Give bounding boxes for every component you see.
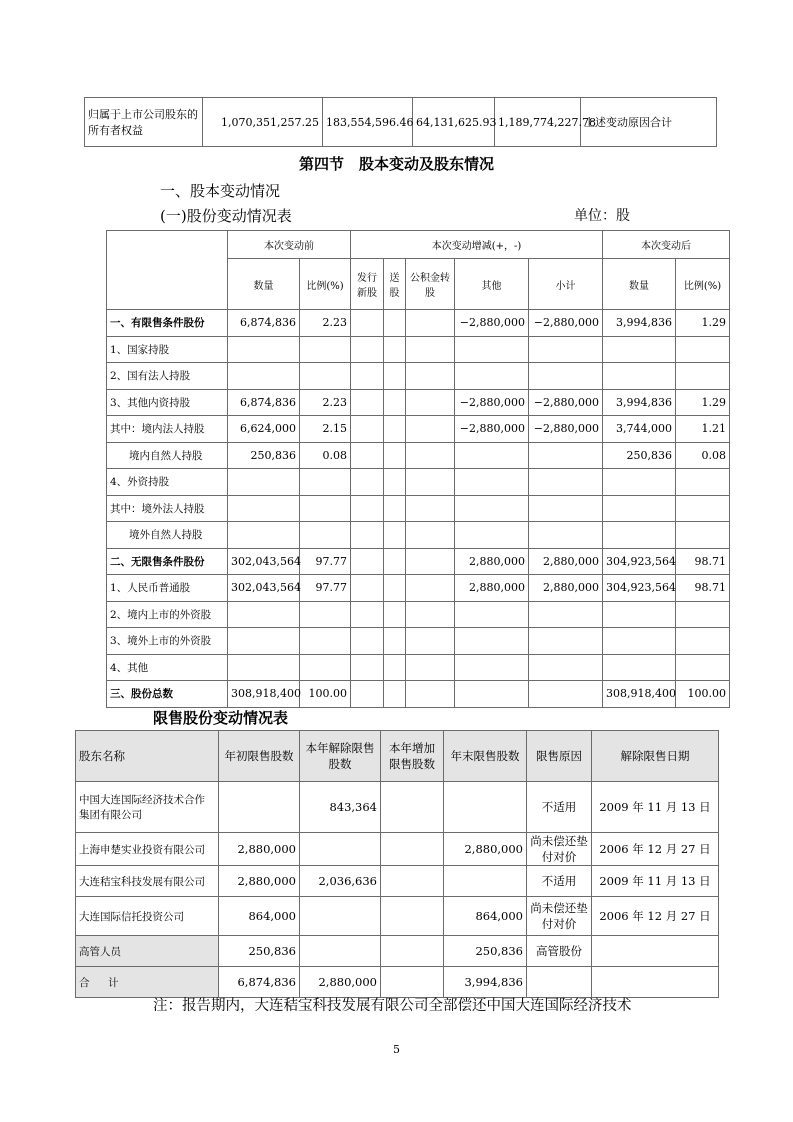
table-cell (455, 681, 529, 708)
table-cell (676, 601, 730, 628)
table-cell (384, 522, 406, 549)
table-cell (300, 628, 351, 655)
table-cell: 尚未偿还垫付对价 (527, 833, 592, 866)
table-row (76, 782, 719, 833)
table-cell (406, 389, 455, 416)
table-cell: 98.71 (676, 575, 730, 602)
table-cell (384, 336, 406, 363)
table-row (107, 310, 730, 337)
table-cell: 0.08 (676, 442, 730, 469)
table-cell: 2,880,000 (529, 548, 603, 575)
table-cell: 3,994,836 (603, 310, 676, 337)
table-cell (603, 628, 676, 655)
table-cell (381, 897, 444, 936)
table-cell (300, 336, 351, 363)
table-row (107, 522, 730, 549)
section-title: 第四节 股本变动及股东情况 (298, 155, 494, 173)
heading-share-change: 一、股本变动情况 (160, 182, 281, 200)
table-cell (406, 310, 455, 337)
column-header: 数量 (228, 259, 300, 310)
table-cell (351, 681, 384, 708)
table-cell (351, 336, 384, 363)
table-cell: −2,880,000 (455, 416, 529, 443)
column-header: 年末限售股数 (444, 731, 527, 782)
equity-value: 183,554,596.46 (323, 98, 413, 147)
table-row (76, 833, 719, 866)
table-row (107, 469, 730, 496)
row-label: 一、有限售条件股份 (107, 310, 228, 337)
table-cell: 250,836 (228, 442, 300, 469)
table-cell (384, 575, 406, 602)
table-cell (228, 628, 300, 655)
row-label: 4、外资持股 (107, 469, 228, 496)
table-cell: 2,036,636 (300, 866, 381, 897)
table-row (107, 548, 730, 575)
table-cell: 2006 年 12 月 27 日 (592, 897, 719, 936)
table-cell (592, 936, 719, 967)
table-cell: 98.71 (676, 548, 730, 575)
equity-table (84, 97, 717, 147)
table-cell (529, 654, 603, 681)
table-cell (351, 310, 384, 337)
table-row (107, 442, 730, 469)
table-cell (529, 363, 603, 390)
table-cell (455, 601, 529, 628)
table-cell (529, 522, 603, 549)
table-cell (455, 336, 529, 363)
table-cell (351, 363, 384, 390)
table-cell: 100.00 (676, 681, 730, 708)
share-change-table (106, 230, 730, 708)
table-cell: 不适用 (527, 866, 592, 897)
table-cell (300, 833, 381, 866)
table-row (107, 416, 730, 443)
table-cell (384, 548, 406, 575)
table-cell: 2.23 (300, 310, 351, 337)
column-header: 其他 (455, 259, 529, 310)
footnote: 注：报告期内，大连秸宝科技发展有限公司全部偿还中国大连国际经济技术 (153, 998, 632, 1014)
table-cell: 97.77 (300, 548, 351, 575)
table-cell (351, 522, 384, 549)
table-cell (406, 548, 455, 575)
table-cell (384, 310, 406, 337)
column-header: 小计 (529, 259, 603, 310)
shareholder-name: 高管人员 (76, 936, 219, 967)
table-cell: 1.29 (676, 389, 730, 416)
table-row (107, 495, 730, 522)
column-header: 本年解除限售股数 (300, 731, 381, 782)
table-cell (351, 601, 384, 628)
table-cell (228, 363, 300, 390)
table-row (76, 866, 719, 897)
equity-label: 归属于上市公司股东的所有者权益 (85, 98, 203, 147)
shareholder-name: 大连国际信托投资公司 (76, 897, 219, 936)
table-row (76, 936, 719, 967)
table-row (107, 389, 730, 416)
table-cell (406, 575, 455, 602)
table-cell (444, 782, 527, 833)
table-cell (603, 522, 676, 549)
table-cell: 2.23 (300, 389, 351, 416)
table-cell: 302,043,564 (228, 575, 300, 602)
header-row (76, 731, 719, 782)
group-header-after: 本次变动后 (603, 231, 730, 259)
table-cell (455, 442, 529, 469)
row-label: 二、无限售条件股份 (107, 548, 228, 575)
table-cell (351, 469, 384, 496)
column-header: 公积金转股 (406, 259, 455, 310)
table-cell (406, 681, 455, 708)
table-cell (455, 628, 529, 655)
table-cell: 2,880,000 (444, 833, 527, 866)
table-cell (603, 601, 676, 628)
table-cell (384, 442, 406, 469)
table-cell (529, 469, 603, 496)
table-cell (381, 936, 444, 967)
table-cell: 2006 年 12 月 27 日 (592, 833, 719, 866)
table-cell: 1.21 (676, 416, 730, 443)
table-cell: 304,923,564 (603, 575, 676, 602)
column-header: 年初限售股数 (219, 731, 300, 782)
table-cell (300, 897, 381, 936)
table-cell: 0.08 (300, 442, 351, 469)
table-cell: 2009 年 11 月 13 日 (592, 866, 719, 897)
header-row (107, 231, 730, 259)
table-row (107, 336, 730, 363)
row-label: 2、国有法人持股 (107, 363, 228, 390)
table-cell: −2,880,000 (455, 389, 529, 416)
table-cell (384, 681, 406, 708)
table-cell (381, 866, 444, 897)
table-cell (592, 967, 719, 998)
table-cell: 2,880,000 (219, 866, 300, 897)
table-cell: 6,874,836 (228, 389, 300, 416)
column-header: 股东名称 (76, 731, 219, 782)
table-cell (351, 389, 384, 416)
table-cell (455, 654, 529, 681)
row-label: 境内自然人持股 (107, 442, 228, 469)
table-cell: 2009 年 11 月 13 日 (592, 782, 719, 833)
table-cell (384, 389, 406, 416)
row-label: 3、境外上市的外资股 (107, 628, 228, 655)
table-cell (384, 416, 406, 443)
table-cell: 864,000 (444, 897, 527, 936)
table-cell (603, 654, 676, 681)
table-cell (455, 495, 529, 522)
table-cell (381, 967, 444, 998)
table-cell (381, 782, 444, 833)
row-label: 4、其他 (107, 654, 228, 681)
table-row (107, 628, 730, 655)
table-cell (384, 654, 406, 681)
equity-note: 上述变动原因合计 (581, 98, 717, 147)
table-cell: 97.77 (300, 575, 351, 602)
table-row (76, 967, 719, 998)
table-cell: 3,744,000 (603, 416, 676, 443)
row-label: 境外自然人持股 (107, 522, 228, 549)
table-cell (228, 601, 300, 628)
table-cell (529, 628, 603, 655)
table-cell (384, 363, 406, 390)
table-cell (455, 469, 529, 496)
table-cell: 302,043,564 (228, 548, 300, 575)
table-row (107, 575, 730, 602)
group-header-before: 本次变动前 (228, 231, 351, 259)
table-cell (406, 469, 455, 496)
heading-share-table: (一)股份变动情况表 (160, 207, 292, 225)
table-cell: 6,874,836 (219, 967, 300, 998)
column-header: 比例(%) (676, 259, 730, 310)
table-cell (384, 495, 406, 522)
table-cell (351, 628, 384, 655)
table-cell (603, 469, 676, 496)
table-cell (676, 628, 730, 655)
table-cell (676, 469, 730, 496)
table-cell (603, 495, 676, 522)
row-label: 其中：境内法人持股 (107, 416, 228, 443)
row-label: 2、境内上市的外资股 (107, 601, 228, 628)
table-cell: 6,874,836 (228, 310, 300, 337)
table-row (107, 681, 730, 708)
table-cell (676, 654, 730, 681)
table-cell: 3,994,836 (444, 967, 527, 998)
table-cell (384, 469, 406, 496)
table-cell (228, 522, 300, 549)
table-cell (300, 936, 381, 967)
table-cell: 6,624,000 (228, 416, 300, 443)
column-header: 比例(%) (300, 259, 351, 310)
column-header: 本年增加限售股数 (381, 731, 444, 782)
equity-value: 1,070,351,257.25 (203, 98, 323, 147)
table-cell: 3,994,836 (603, 389, 676, 416)
row-label: 3、其他内资持股 (107, 389, 228, 416)
shareholder-name: 合 计 (76, 967, 219, 998)
table-cell: 2,880,000 (455, 548, 529, 575)
table-cell (381, 833, 444, 866)
table-cell (527, 967, 592, 998)
table-cell: 308,918,400 (228, 681, 300, 708)
row-label: 三、股份总数 (107, 681, 228, 708)
table-cell: 尚未偿还垫付对价 (527, 897, 592, 936)
table-cell: 864,000 (219, 897, 300, 936)
table-cell (406, 442, 455, 469)
table-cell (676, 522, 730, 549)
table-cell: 250,836 (603, 442, 676, 469)
equity-value: 1,189,774,227.78 (495, 98, 581, 147)
table-cell (406, 363, 455, 390)
table-cell (351, 654, 384, 681)
table-row (85, 98, 717, 147)
table-cell (384, 601, 406, 628)
table-cell (351, 548, 384, 575)
table-cell (676, 363, 730, 390)
table-cell: −2,880,000 (529, 416, 603, 443)
table-cell (406, 336, 455, 363)
table-cell (406, 495, 455, 522)
table-cell (228, 469, 300, 496)
equity-value: 64,131,625.93 (413, 98, 495, 147)
table-cell (300, 469, 351, 496)
table-row (107, 601, 730, 628)
table-cell (676, 336, 730, 363)
unit-label: 单位：股 (574, 208, 630, 224)
restricted-table-title: 限售股份变动情况表 (153, 709, 289, 727)
table-cell: −2,880,000 (529, 310, 603, 337)
table-cell (300, 495, 351, 522)
table-cell (529, 601, 603, 628)
page-number: 5 (393, 1043, 400, 1056)
table-cell (300, 363, 351, 390)
table-cell (228, 654, 300, 681)
table-cell (300, 654, 351, 681)
column-header: 解除限售日期 (592, 731, 719, 782)
table-cell (406, 416, 455, 443)
table-cell (406, 601, 455, 628)
table-cell: 250,836 (219, 936, 300, 967)
shareholder-name: 大连秸宝科技发展有限公司 (76, 866, 219, 897)
row-label: 1、国家持股 (107, 336, 228, 363)
table-cell: 2,880,000 (219, 833, 300, 866)
table-cell: 1.29 (676, 310, 730, 337)
column-header: 限售原因 (527, 731, 592, 782)
table-cell: 100.00 (300, 681, 351, 708)
table-cell: 2.15 (300, 416, 351, 443)
group-header-change: 本次变动增减(+，-) (351, 231, 603, 259)
table-cell: −2,880,000 (529, 389, 603, 416)
table-cell (351, 442, 384, 469)
table-cell: 250,836 (444, 936, 527, 967)
table-cell: 2,880,000 (529, 575, 603, 602)
table-row (107, 363, 730, 390)
table-row (107, 654, 730, 681)
table-cell (529, 442, 603, 469)
table-cell (455, 363, 529, 390)
table-cell (219, 782, 300, 833)
table-cell (529, 681, 603, 708)
table-row (76, 897, 719, 936)
table-cell (351, 416, 384, 443)
table-cell: 304,923,564 (603, 548, 676, 575)
table-cell (228, 336, 300, 363)
table-cell (455, 522, 529, 549)
table-cell (351, 575, 384, 602)
shareholder-name: 上海申楚实业投资有限公司 (76, 833, 219, 866)
table-cell (406, 628, 455, 655)
table-cell (603, 336, 676, 363)
table-cell (384, 628, 406, 655)
table-cell (300, 601, 351, 628)
table-cell: 843,364 (300, 782, 381, 833)
table-cell: 2,880,000 (300, 967, 381, 998)
table-cell (351, 495, 384, 522)
column-header: 数量 (603, 259, 676, 310)
table-cell: 308,918,400 (603, 681, 676, 708)
row-label: 其中：境外法人持股 (107, 495, 228, 522)
table-cell (406, 522, 455, 549)
table-cell (603, 363, 676, 390)
column-header: 发行新股 (351, 259, 384, 310)
table-cell (529, 336, 603, 363)
table-cell (406, 654, 455, 681)
row-label: 1、人民币普通股 (107, 575, 228, 602)
table-cell (444, 866, 527, 897)
table-cell: 高管股份 (527, 936, 592, 967)
table-cell (529, 495, 603, 522)
restricted-shares-table (75, 730, 719, 998)
column-header: 送股 (384, 259, 406, 310)
table-cell (300, 522, 351, 549)
table-cell (676, 495, 730, 522)
table-cell: 2,880,000 (455, 575, 529, 602)
table-cell (228, 495, 300, 522)
table-cell: −2,880,000 (455, 310, 529, 337)
table-cell: 不适用 (527, 782, 592, 833)
shareholder-name: 中国大连国际经济技术合作集团有限公司 (76, 782, 219, 833)
